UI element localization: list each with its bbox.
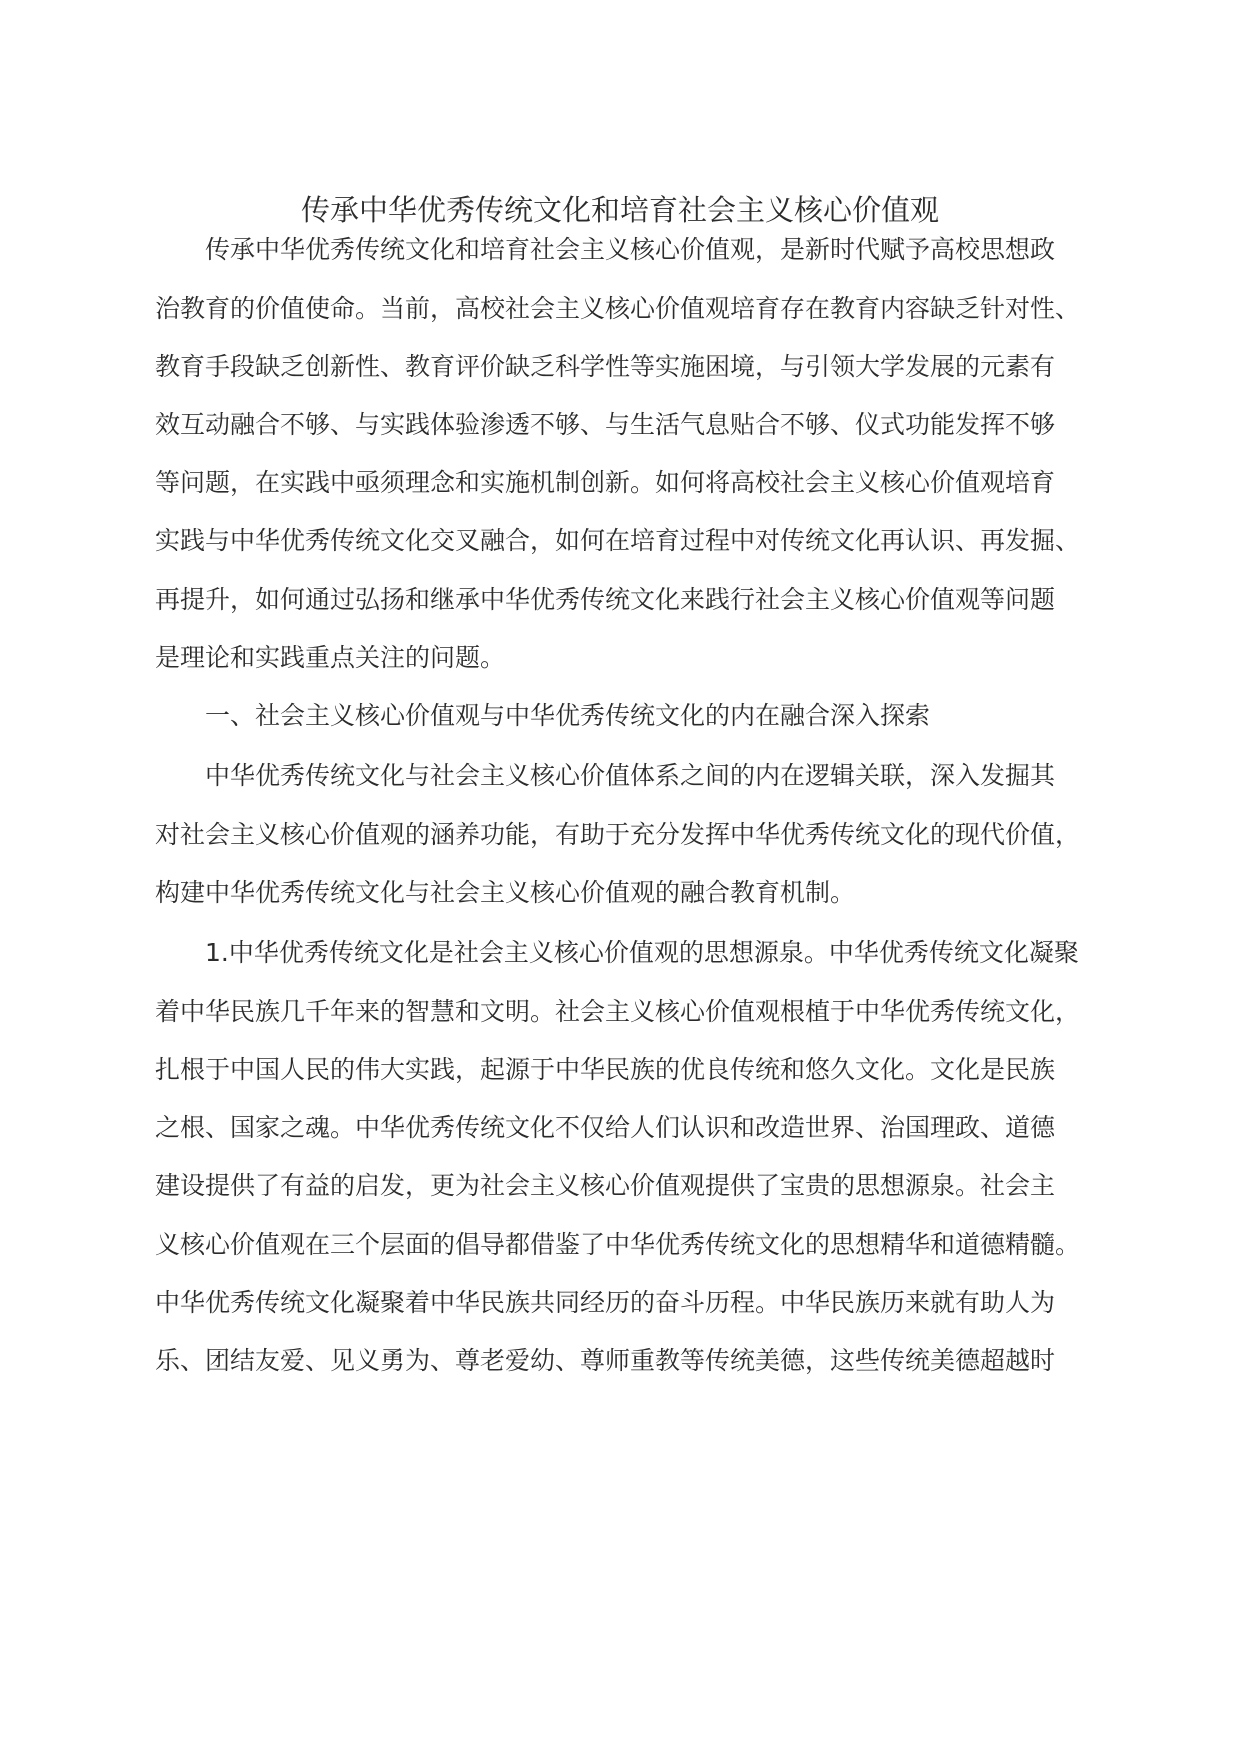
paragraph-line: 建设提供了有益的启发，更为社会主义核心价值观提供了宝贵的思想源泉。社会主 (155, 1171, 1056, 1200)
paragraph-line: 着中华民族几千年来的智慧和文明。社会主义核心价值观根植于中华优秀传统文化， (155, 997, 1081, 1026)
document-title: 传承中华优秀传统文化和培育社会主义核心价值观 (300, 193, 939, 227)
paragraph-line: 中华优秀传统文化与社会主义核心价值体系之间的内在逻辑关联，深入发掘其 (205, 761, 1056, 790)
paragraph-line: 是理论和实践重点关注的问题。 (155, 643, 506, 672)
paragraph-line: 治教育的价值使命。当前，高校社会主义核心价值观培育存在教育内容缺乏针对性、 (155, 294, 1081, 323)
paragraph-line: 对社会主义核心价值观的涵养功能，有助于充分发挥中华优秀传统文化的现代价值， (155, 820, 1081, 849)
paragraph-line: 中华优秀传统文化凝聚着中华民族共同经历的奋斗历程。中华民族历来就有助人为 (155, 1288, 1056, 1317)
paragraph-line: 乐、团结友爱、见义勇为、尊老爱幼、尊师重教等传统美德，这些传统美德超越时 (155, 1346, 1056, 1375)
paragraph-line: 构建中华优秀传统文化与社会主义核心价值观的融合教育机制。 (155, 878, 856, 907)
paragraph-line: 扎根于中国人民的伟大实践，起源于中华民族的优良传统和悠久文化。文化是民族 (155, 1055, 1056, 1084)
paragraph-line: 义核心价值观在三个层面的倡导都借鉴了中华优秀传统文化的思想精华和道德精髓。 (155, 1230, 1081, 1259)
paragraph-line: 实践与中华优秀传统文化交叉融合，如何在培育过程中对传统文化再认识、再发掘、 (155, 526, 1081, 555)
section-heading: 一、社会主义核心价值观与中华优秀传统文化的内在融合深入探索 (205, 701, 931, 730)
paragraph-line: 传承中华优秀传统文化和培育社会主义核心价值观，是新时代赋予高校思想政 (205, 235, 1056, 264)
paragraph-line: 效互动融合不够、与实践体验渗透不够、与生活气息贴合不够、仪式功能发挥不够 (155, 410, 1056, 439)
paragraph-line: 教育手段缺乏创新性、教育评价缺乏科学性等实施困境，与引领大学发展的元素有 (155, 352, 1056, 381)
paragraph-line: 之根、国家之魂。中华优秀传统文化不仅给人们认识和改造世界、治国理政、道德 (155, 1113, 1056, 1142)
paragraph-line: 再提升，如何通过弘扬和继承中华优秀传统文化来践行社会主义核心价值观等问题 (155, 585, 1056, 614)
paragraph-line: 等问题，在实践中亟须理念和实施机制创新。如何将高校社会主义核心价值观培育 (155, 468, 1056, 497)
paragraph-line: 1.中华优秀传统文化是社会主义核心价值观的思想源泉。中华优秀传统文化凝聚 (205, 938, 1079, 967)
